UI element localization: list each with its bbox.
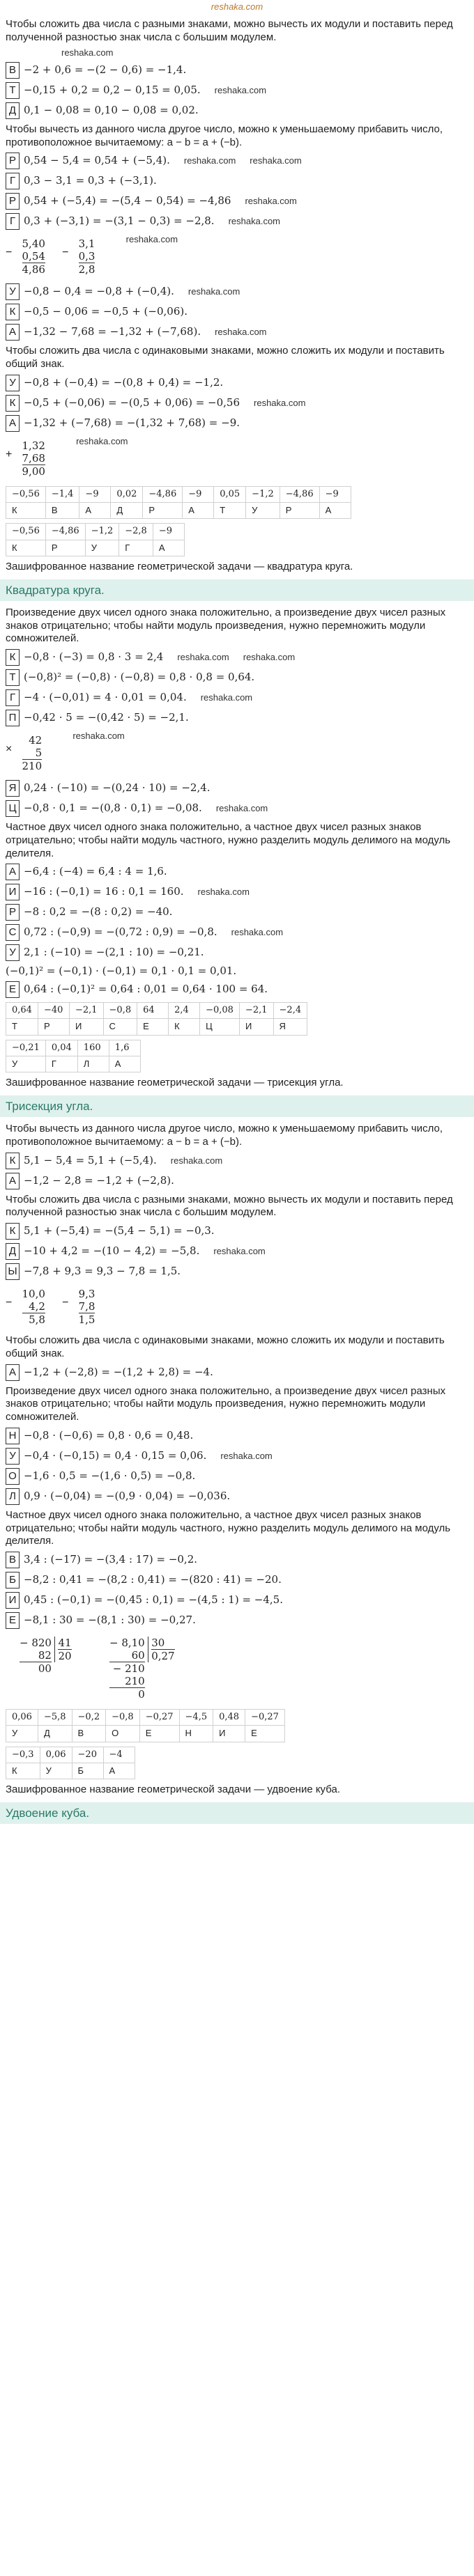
rule-text: Частное двух чисел одного знака положительно, а частное двух чисел разных знаков отрицательно; чтобы найти модуль частного, нужно разделить модуль делимого на модуль делителя. [6,821,451,859]
cipher-number: 0,04 [45,1040,77,1056]
math-row: Б −8,2 : 0,41 = −(8,2 : 0,41) = −(820 : 41) = −20. [6,1572,468,1588]
rule-text: Чтобы вычесть из данного числа другое число, можно к уменьшаемому прибавить число, противоположное вычитаемому: a − b = a + (−b). [6,123,443,148]
math-row: И 0,45 : (−0,1) = −(0,45 : 0,1) = −(4,5 : 1) = −4,5. [6,1592,468,1609]
cipher-letter: Р [280,503,319,519]
cipher-letter: Г [45,1056,77,1072]
rule-text: Частное двух чисел одного знака положительно, а частное двух чисел разных знаков отрицательно; чтобы найти модуль частного, нужно разделить модуль делимого на модуль делителя. [6,1508,451,1547]
answer-text: Зашифрованное название геометрической задачи — трисекция угла. [6,1077,344,1088]
cipher-letters [6,1056,141,1072]
math-row: Ц −0,8 · 0,1 = −(0,8 · 0,1) = −0,08. reshaka.com [6,800,468,817]
cipher-letter: А [153,540,184,556]
cipher-number: −4,86 [45,524,85,540]
cipher-letter: Д [38,1726,72,1742]
cipher-table [6,523,185,556]
cipher-letter: В [45,503,79,519]
cipher-numbers [6,1747,135,1763]
math-row: А −1,2 − 2,8 = −1,2 + (−2,8). [6,1173,468,1189]
cipher-number: −0,56 [6,486,46,502]
math-row: А −1,32 + (−7,68) = −(1,32 + 7,68) = −9. [6,415,468,432]
cipher-numbers [6,1003,307,1019]
cipher-letter: И [213,1726,245,1742]
rule-text: Чтобы сложить два числа с разными знаками, можно вычесть их модули и поставить перед полученной разностью знак числа с большим модулем. [6,18,453,43]
cipher-letter: Р [45,540,85,556]
cipher-number: 2,4 [169,1003,200,1019]
math-row: Е −8,1 : 30 = −(8,1 : 30) = −0,27. [6,1612,468,1629]
long-division: − 820 82 00 $\frac{41}{20}$ − 8,10 60 − 210 210 0 $\frac{30}{0,27}$ [20,1637,175,1701]
cipher-number: 0,05 [214,486,246,502]
math-row: К −0,5 + (−0,06) = −(0,5 + 0,06) = −0,56 reshaka.com [6,395,468,412]
cipher-number: −1,4 [45,486,79,502]
cipher-letter: Е [137,1019,169,1035]
math-row: Д −10 + 4,2 = −(10 − 4,2) = −5,8. reshaka.com [6,1243,468,1260]
cipher-number: −20 [72,1747,103,1763]
math-row: Д 0,1 − 0,08 = 0,10 − 0,08 = 0,02. [6,102,468,119]
cipher-number: −4,86 [143,486,183,502]
column-calc: − 5,40 0,54 4,86 − 3,1 0,3 2,8 reshaka.com [6,234,178,276]
answer-text: Зашифрованное название геометрической задачи — квадратура круга. [6,560,353,572]
cipher-number: −0,3 [6,1747,40,1763]
math-row: К −0,5 − 0,06 = −0,5 + (−0,06). [6,304,468,320]
cipher-table [6,486,351,520]
math-row: И −16 : (−0,1) = 16 : 0,1 = 160. reshaka.com [6,884,468,900]
cipher-number: −40 [38,1003,69,1019]
cipher-number: 64 [137,1003,169,1019]
cipher-number: −0,56 [6,524,46,540]
cipher-letter: Р [38,1019,69,1035]
cipher-number: −0,27 [139,1710,179,1726]
cipher-letter: С [103,1019,137,1035]
cipher-number: −2,4 [273,1003,307,1019]
rule-text: Чтобы сложить два числа с разными знаками, можно вычесть их модули и поставить перед полученной разностью знак числа с большим модулем. [6,1193,453,1219]
cipher-letter: А [109,1056,140,1072]
cipher-number: −9 [79,486,111,502]
cipher-number: 0,02 [111,486,143,502]
cipher-letter: Я [273,1019,307,1035]
cipher-number: −5,8 [38,1710,72,1726]
cipher-numbers [6,1040,141,1056]
math-row: К −0,8 · (−3) = 0,8 · 3 = 2,4 reshaka.com reshaka.com [6,649,468,666]
cipher-number: −4 [103,1747,135,1763]
math-row: У −0,8 + (−0,4) = −(0,8 + 0,4) = −1,2. [6,375,468,391]
cipher-number: 0,06 [6,1710,38,1726]
cipher-numbers [6,486,351,502]
cipher-letter: И [69,1019,103,1035]
cipher-number: 160 [77,1040,109,1056]
section-1 [0,18,474,574]
math-row: В 3,4 : (−17) = −(3,4 : 17) = −0,2. [6,1552,468,1568]
math-row: К 5,1 + (−5,4) = −(5,4 − 5,1) = −0,3. [6,1223,468,1240]
cipher-letter: Е [139,1726,179,1742]
math-row: Е 0,64 : (−0,1)² = 0,64 : 0,01 = 0,64 · 100 = 64. [6,981,468,998]
cipher-letter: А [79,503,111,519]
math-row: К 5,1 − 5,4 = 5,1 + (−5,4). reshaka.com [6,1153,468,1169]
cipher-letter: А [103,1763,135,1779]
cipher-number: −1,2 [246,486,280,502]
cipher-letter: В [72,1726,106,1742]
column-calc: − 10,0 4,2 5,8 − 9,3 7,8 1,5 [6,1288,95,1326]
cipher-number: −0,2 [72,1710,106,1726]
cipher-number: −2,1 [239,1003,273,1019]
column-calc: + 1,32 7,68 9,00 reshaka.com [6,435,128,478]
rule-text: Чтобы сложить два числа с одинаковыми знаками, можно сложить их модули и поставить общий знак. [6,345,445,370]
cipher-letters [6,1763,135,1779]
cipher-letter: К [6,503,46,519]
math-row: (−0,1)² = (−0,1) · (−0,1) = 0,1 · 0,1 = 0,01. [6,965,237,978]
cipher-letter: И [239,1019,273,1035]
section-heading: Квадратура круга. [0,579,474,601]
cipher-number: −4,86 [280,486,319,502]
cipher-table [6,1747,135,1780]
math-row: С 0,72 : (−0,9) = −(0,72 : 0,9) = −0,8. reshaka.com [6,924,468,941]
cipher-number: 0,64 [6,1003,38,1019]
cipher-letter: К [169,1019,200,1035]
cipher-letter: У [85,540,119,556]
cipher-number: 0,06 [40,1747,72,1763]
math-row: Ы −7,8 + 9,3 = 9,3 − 7,8 = 1,5. [6,1263,468,1280]
cipher-table [6,1002,307,1036]
site-logo[interactable]: reshaka.com [211,1,263,12]
math-row: А −1,2 + (−2,8) = −(1,2 + 2,8) = −4. [6,1364,468,1381]
cipher-number: −4,5 [179,1710,213,1726]
cipher-table [6,1709,285,1742]
cipher-letter: У [246,503,280,519]
math-row: Т −0,15 + 0,2 = 0,2 − 0,15 = 0,05. reshaka.com [6,82,468,99]
cipher-numbers [6,1710,285,1726]
math-row: О −1,6 · 0,5 = −(1,6 · 0,5) = −0,8. [6,1468,468,1485]
cipher-numbers [6,524,185,540]
math-row: У 2,1 : (−10) = −(2,1 : 10) = −0,21. [6,944,468,961]
cipher-letters [6,1019,307,1035]
cipher-letters [6,1726,285,1742]
answer-text: Зашифрованное название геометрической задачи — удвоение куба. [6,1783,340,1795]
cipher-letter: О [106,1726,140,1742]
math-row: Н −0,8 · (−0,6) = 0,8 · 0,6 = 0,48. [6,1428,468,1444]
cipher-letter: Е [245,1726,285,1742]
column-calc: × 42 5 210 reshaka.com [6,731,125,772]
math-row: У −0,4 · (−0,15) = 0,4 · 0,15 = 0,06. reshaka.com [6,1448,468,1465]
cipher-letter: Т [6,1019,38,1035]
cipher-letter: У [6,1056,46,1072]
math-row: Г −4 · (−0,01) = 4 · 0,01 = 0,04. reshaka.com [6,689,468,706]
cipher-number: −0,21 [6,1040,46,1056]
cipher-letter: Б [72,1763,103,1779]
cipher-letters [6,540,185,556]
cipher-number: −9 [153,524,184,540]
cipher-letter: У [6,1726,38,1742]
math-row: А −1,32 − 7,68 = −1,32 + (−7,68). reshaka.com [6,324,468,341]
rule-text: Чтобы вычесть из данного числа другое число, можно к уменьшаемому прибавить число, противоположное вычитаемому: a − b = a + (−b). [6,1123,443,1148]
math-row: А −6,4 : (−4) = 6,4 : 4 = 1,6. [6,864,468,880]
section-heading: Трисекция угла. [0,1095,474,1117]
cipher-number: −0,8 [106,1710,140,1726]
rule-text: Чтобы сложить два числа с одинаковыми знаками, можно сложить их модули и поставить общий знак. [6,1334,445,1359]
cipher-letter: Д [111,503,143,519]
math-row: У −0,8 − 0,4 = −0,8 + (−0,4). reshaka.com [6,283,468,300]
cipher-letter: Ц [200,1019,240,1035]
cipher-number: −2,1 [69,1003,103,1019]
cipher-number: −0,27 [245,1710,285,1726]
math-row: Р 0,54 − 5,4 = 0,54 + (−5,4). reshaka.com reshaka.com [6,153,468,169]
cipher-number: −9 [319,486,351,502]
math-row: Р 0,54 + (−5,4) = −(5,4 − 0,54) = −4,86 reshaka.com [6,193,468,210]
cipher-number: −9 [183,486,214,502]
math-row: Г 0,3 + (−3,1) = −(3,1 − 0,3) = −2,8. reshaka.com [6,213,468,230]
cipher-letter: Т [214,503,246,519]
cipher-number: −0,8 [103,1003,137,1019]
cipher-number: −0,08 [200,1003,240,1019]
math-row: Г 0,3 − 3,1 = 0,3 + (−3,1). [6,173,468,189]
math-row: П −0,42 · 5 = −(0,42 · 5) = −2,1. [6,710,468,726]
cipher-letter: К [6,1763,40,1779]
section-heading: Удвоение куба. [0,1802,474,1824]
cipher-letter: Р [143,503,183,519]
cipher-number: −1,2 [85,524,119,540]
cipher-letter: Г [119,540,153,556]
watermark-row: reshaka.com [61,47,114,58]
math-row: Р −8 : 0,2 = −(8 : 0,2) = −40. [6,904,468,921]
cipher-letter: У [40,1763,72,1779]
math-row: Т (−0,8)² = (−0,8) · (−0,8) = 0,8 · 0,8 = 0,64. [6,669,468,686]
cipher-letter: А [319,503,351,519]
cipher-number: 0,48 [213,1710,245,1726]
cipher-table [6,1040,141,1073]
cipher-letters [6,503,351,519]
cipher-letter: Н [179,1726,213,1742]
cipher-letter: А [183,503,214,519]
rule-text: Произведение двух чисел одного знака положительно, а произведение двух чисел разных знаков отрицательно; чтобы найти модуль произведения, нужно перемножить модули сомножителей. [6,1384,446,1423]
cipher-letter: Л [77,1056,109,1072]
math-row: Я 0,24 · (−10) = −(0,24 · 10) = −2,4. [6,780,468,797]
rule-text: Произведение двух чисел одного знака положительно, а произведение двух чисел разных знаков отрицательно; чтобы найти модуль произведения, нужно перемножить модули сомножителей. [6,606,446,645]
math-row: Л 0,9 · (−0,04) = −(0,9 · 0,04) = −0,036. [6,1488,468,1505]
section-3 [0,1123,474,1797]
cipher-number: 1,6 [109,1040,140,1056]
cipher-letter: К [6,540,46,556]
math-row: В −2 + 0,6 = −(2 − 0,6) = −1,4. [6,62,468,79]
section-2 [0,607,474,1090]
cipher-number: −2,8 [119,524,153,540]
